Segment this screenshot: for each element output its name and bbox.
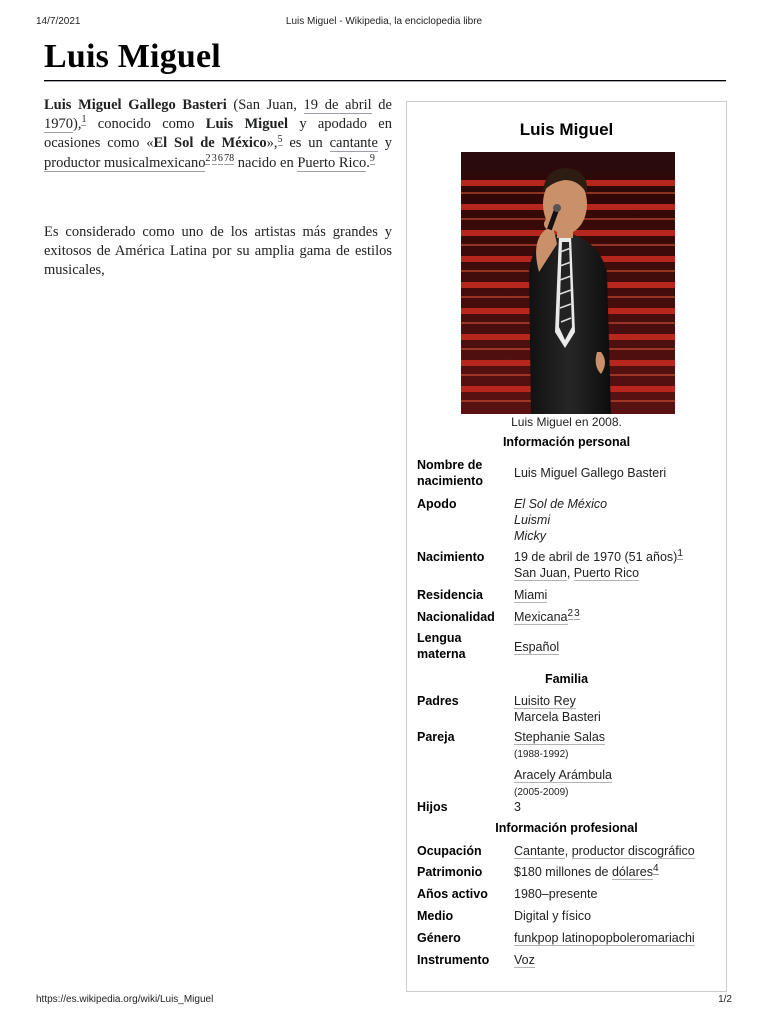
ref-6[interactable]: 6: [217, 152, 223, 164]
value-anos: 1980–presente: [514, 887, 598, 901]
label-hijos: Hijos: [417, 800, 448, 814]
link-voz[interactable]: Voz: [514, 953, 535, 967]
value-apodo: [514, 496, 724, 544]
value-nacimiento: [514, 549, 724, 581]
ref-5[interactable]: 5: [277, 133, 283, 145]
label-anos: Años activo: [417, 887, 488, 901]
text-run: .: [366, 154, 370, 171]
label-apodo: Apodo: [417, 497, 457, 511]
label-nacionalidad: Nacionalidad: [417, 610, 495, 624]
text-run: (San Juan,: [226, 97, 304, 113]
portrait-photo: [461, 152, 675, 414]
text-run: y apodado en ocasiones como «: [44, 116, 392, 152]
label-ocupacion: Ocupación: [417, 844, 482, 858]
link-dolares[interactable]: dólares: [611, 865, 653, 879]
link-cantante[interactable]: cantante: [329, 135, 378, 152]
nac-date: 19 de abril de 1970 (51 años): [514, 550, 678, 564]
label-medio: Medio: [417, 909, 454, 923]
link-san-juan[interactable]: San Juan: [514, 566, 567, 580]
print-url: https://es.wikipedia.org/wiki/Luis_Miguel: [36, 994, 214, 1005]
text-run: es un: [282, 135, 330, 152]
label-nacimiento: Nacimiento: [417, 550, 485, 564]
lead-paragraph-2: Es considerado como uno de los artistas más grandes y exitosos de América Latina por su amplia gama de estilos musicales,: [44, 224, 392, 279]
value-genero: [514, 930, 724, 946]
link-puerto-rico[interactable]: Puerto Rico: [297, 154, 367, 171]
value-nacionalidad: [514, 609, 724, 625]
ref-2[interactable]: 2: [205, 152, 211, 164]
link-espanol[interactable]: Español: [514, 640, 560, 654]
section-familia: Familia: [544, 672, 589, 686]
madre: Marcela Basteri: [514, 710, 601, 724]
value-pareja: [514, 729, 724, 801]
label-pareja: Pareja: [417, 730, 455, 744]
label-nombre: Nombre de nacimiento: [417, 458, 483, 488]
apodo-1: El Sol de México: [514, 497, 608, 511]
text-run: y: [377, 135, 392, 152]
link-cantante-box[interactable]: Cantante: [514, 844, 565, 858]
ref-9[interactable]: 9: [369, 152, 375, 164]
section-profesional: Información profesional: [495, 821, 638, 835]
apodo-2: Luismi: [514, 513, 551, 527]
nac-sep: ,: [566, 566, 574, 580]
value-lengua: [514, 639, 724, 655]
text-run: conocido como: [86, 116, 206, 133]
print-page-number: 1/2: [718, 994, 732, 1005]
photo-caption: Luis Miguel en 2008.: [511, 415, 622, 429]
ref-7[interactable]: 7: [224, 152, 230, 164]
print-page-title: Luis Miguel - Wikipedia, la enciclopedia libre: [285, 16, 483, 27]
row-nacimiento: [417, 549, 717, 583]
row-apodo: [417, 496, 717, 544]
label-instrumento: Instrumento: [417, 953, 490, 967]
text-run: »,: [266, 135, 278, 152]
label-patrimonio: Patrimonio: [417, 865, 483, 879]
value-medio: Digital y físico: [514, 909, 592, 923]
ref-nacionalidad-2[interactable]: 2: [567, 607, 574, 619]
link-aracely-arambula[interactable]: Aracely Arámbula: [514, 768, 612, 782]
pareja2-years: (2005-2009): [514, 787, 569, 798]
lead-paragraph-1: [44, 96, 392, 173]
ref-8[interactable]: 8: [229, 152, 235, 164]
text-run: de: [371, 97, 392, 113]
patrimonio-text: $180 millones de: [514, 865, 612, 879]
link-stephanie-salas[interactable]: Stephanie Salas: [514, 730, 606, 744]
value-padres: [514, 693, 724, 725]
value-ocupacion: [514, 843, 724, 859]
ref-nacionalidad-3[interactable]: 3: [574, 607, 580, 619]
infobox-title: Luis Miguel: [519, 120, 614, 139]
link-genero[interactable]: funkpop latinopopboleromariachi: [514, 931, 695, 945]
row-padres: [417, 693, 717, 725]
link-luisito-rey[interactable]: Luisito Rey: [514, 694, 576, 708]
print-date: 14/7/2021: [36, 16, 81, 27]
ref-patrimonio-4[interactable]: 4: [652, 862, 659, 874]
label-residencia: Residencia: [417, 588, 484, 602]
section-personal: Información personal: [502, 435, 631, 449]
link-birth-year[interactable]: 1970: [44, 116, 73, 133]
value-patrimonio: [514, 864, 724, 880]
link-mexicano[interactable]: mexicano: [149, 154, 206, 171]
link-mexicana[interactable]: Mexicana: [514, 610, 568, 624]
link-miami[interactable]: Miami: [514, 588, 548, 602]
ref-3[interactable]: 3: [211, 152, 217, 164]
ref-nac-1[interactable]: 1: [677, 547, 683, 559]
name-bold: Luis Miguel: [205, 116, 288, 133]
nickname-bold: El Sol de México: [153, 135, 267, 152]
row-nombre: [417, 457, 717, 491]
value-nombre: Luis Miguel Gallego Basteri: [514, 466, 667, 480]
link-puerto-rico-box[interactable]: Puerto Rico: [573, 566, 640, 580]
value-hijos: 3: [514, 800, 521, 814]
label-genero: Género: [417, 931, 461, 945]
portrait-illustration: [461, 152, 675, 414]
row-pareja: [417, 729, 717, 798]
value-instrumento: [514, 952, 724, 968]
label-lengua: Lengua materna: [417, 631, 466, 661]
title-divider: [44, 80, 726, 82]
text-run: ),: [73, 116, 82, 133]
ocupacion-sep: ,: [564, 844, 572, 858]
link-productor-discografico[interactable]: productor discográfico: [571, 844, 695, 858]
label-padres: Padres: [417, 694, 459, 708]
infobox: [406, 101, 727, 992]
row-lengua: [417, 630, 717, 664]
link-birth-date[interactable]: 19 de abril: [303, 97, 372, 113]
apodo-3: Micky: [514, 529, 546, 543]
ref-1[interactable]: 1: [81, 114, 87, 126]
pareja1-years: (1988-1992): [514, 749, 569, 760]
link-productor[interactable]: productor musical: [44, 154, 150, 171]
article-title: Luis Miguel: [44, 38, 221, 75]
text-run: nacido en: [234, 154, 298, 171]
value-residencia: [514, 587, 724, 603]
birth-name-bold: Luis Miguel Gallego Basteri: [44, 97, 227, 113]
